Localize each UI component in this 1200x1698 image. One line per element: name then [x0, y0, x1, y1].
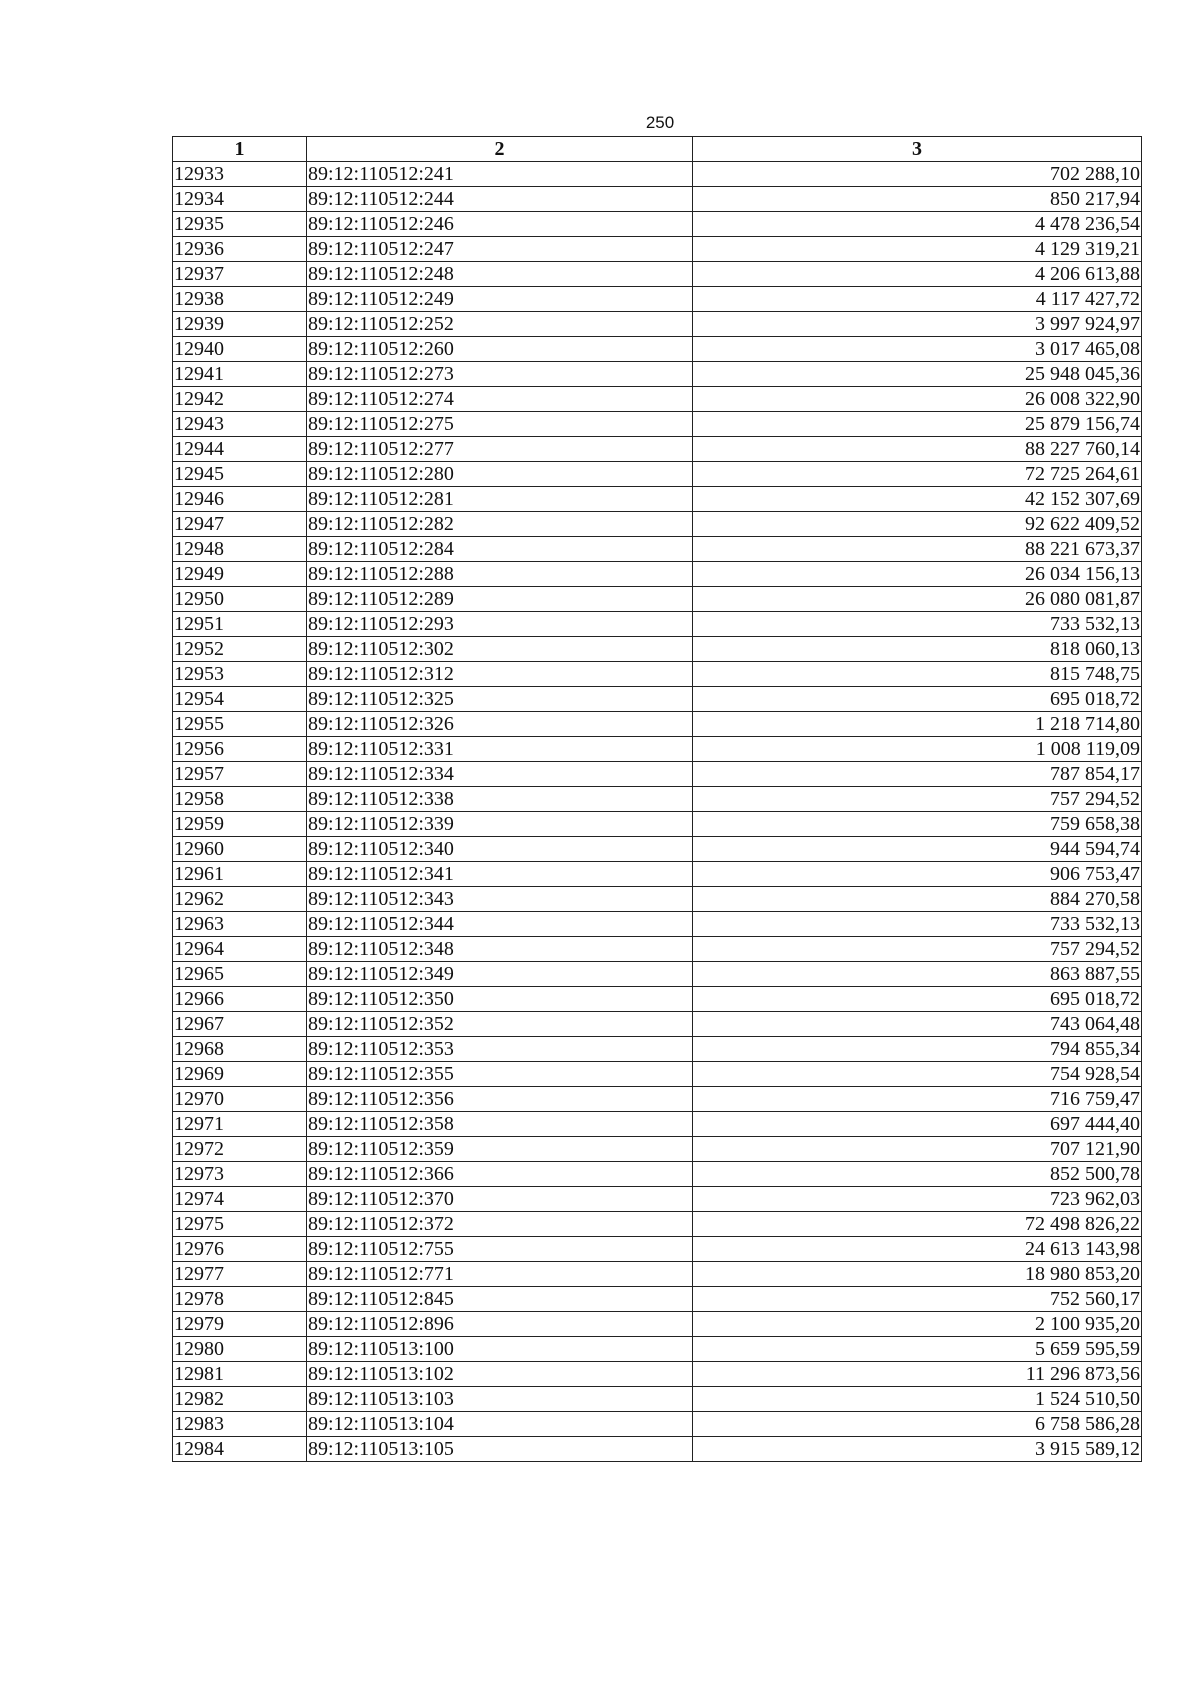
cadastral-value-cell: 6 758 586,28 — [693, 1412, 1142, 1437]
cadastral-value-cell: 716 759,47 — [693, 1087, 1142, 1112]
table-row — [173, 1087, 1142, 1112]
column-header-1: 1 — [173, 137, 307, 162]
row-number-cell: 12968 — [173, 1037, 307, 1062]
cadastral-value-cell: 794 855,34 — [693, 1037, 1142, 1062]
table-row — [173, 1037, 1142, 1062]
table-row — [173, 1112, 1142, 1137]
table-row — [173, 237, 1142, 262]
table-row — [173, 1387, 1142, 1412]
cadastral-number-cell: 89:12:110513:102 — [307, 1362, 693, 1387]
row-number-cell: 12941 — [173, 362, 307, 387]
cadastral-number-cell: 89:12:110512:353 — [307, 1037, 693, 1062]
table-row — [173, 1312, 1142, 1337]
cadastral-value-cell: 72 498 826,22 — [693, 1212, 1142, 1237]
cadastral-value-cell: 752 560,17 — [693, 1287, 1142, 1312]
table-row — [173, 962, 1142, 987]
table-row — [173, 1012, 1142, 1037]
table-row — [173, 1137, 1142, 1162]
row-number-cell: 12984 — [173, 1437, 307, 1462]
cadastral-value-cell: 733 532,13 — [693, 912, 1142, 937]
table-row — [173, 637, 1142, 662]
cadastral-number-cell: 89:12:110512:284 — [307, 537, 693, 562]
table-body — [173, 162, 1142, 1462]
table-row — [173, 187, 1142, 212]
cadastral-value-cell: 852 500,78 — [693, 1162, 1142, 1187]
cadastral-value-cell: 695 018,72 — [693, 687, 1142, 712]
table-row — [173, 1162, 1142, 1187]
cadastral-value-cell: 72 725 264,61 — [693, 462, 1142, 487]
cadastral-number-cell: 89:12:110512:241 — [307, 162, 693, 187]
row-number-cell: 12948 — [173, 537, 307, 562]
cadastral-value-cell: 4 129 319,21 — [693, 237, 1142, 262]
table-row — [173, 487, 1142, 512]
table-row — [173, 362, 1142, 387]
cadastral-number-cell: 89:12:110512:771 — [307, 1262, 693, 1287]
column-header-3: 3 — [693, 137, 1142, 162]
cadastral-number-cell: 89:12:110512:366 — [307, 1162, 693, 1187]
row-number-cell: 12981 — [173, 1362, 307, 1387]
row-number-cell: 12962 — [173, 887, 307, 912]
cadastral-number-cell: 89:12:110513:100 — [307, 1337, 693, 1362]
table-row — [173, 1187, 1142, 1212]
table-row — [173, 862, 1142, 887]
cadastral-value-cell: 906 753,47 — [693, 862, 1142, 887]
cadastral-value-cell: 24 613 143,98 — [693, 1237, 1142, 1262]
cadastral-number-cell: 89:12:110512:289 — [307, 587, 693, 612]
row-number-cell: 12980 — [173, 1337, 307, 1362]
cadastral-value-cell: 695 018,72 — [693, 987, 1142, 1012]
cadastral-value-cell: 25 948 045,36 — [693, 362, 1142, 387]
cadastral-number-cell: 89:12:110512:339 — [307, 812, 693, 837]
row-number-cell: 12976 — [173, 1237, 307, 1262]
cadastral-value-cell: 815 748,75 — [693, 662, 1142, 687]
row-number-cell: 12945 — [173, 462, 307, 487]
cadastral-number-cell: 89:12:110512:248 — [307, 262, 693, 287]
row-number-cell: 12954 — [173, 687, 307, 712]
cadastral-number-cell: 89:12:110512:281 — [307, 487, 693, 512]
table-row — [173, 1262, 1142, 1287]
cadastral-value-cell: 850 217,94 — [693, 187, 1142, 212]
table-row — [173, 987, 1142, 1012]
cadastral-value-table — [172, 136, 1142, 1462]
cadastral-value-cell: 4 206 613,88 — [693, 262, 1142, 287]
cadastral-value-cell: 3 017 465,08 — [693, 337, 1142, 362]
cadastral-number-cell: 89:12:110512:273 — [307, 362, 693, 387]
table-row — [173, 662, 1142, 687]
cadastral-value-cell: 944 594,74 — [693, 837, 1142, 862]
table-row — [173, 1437, 1142, 1462]
table-row — [173, 1062, 1142, 1087]
cadastral-number-cell: 89:12:110512:334 — [307, 762, 693, 787]
cadastral-number-cell: 89:12:110512:349 — [307, 962, 693, 987]
cadastral-value-cell: 757 294,52 — [693, 787, 1142, 812]
cadastral-number-cell: 89:12:110513:104 — [307, 1412, 693, 1437]
table-row — [173, 562, 1142, 587]
cadastral-value-cell: 707 121,90 — [693, 1137, 1142, 1162]
cadastral-number-cell: 89:12:110512:755 — [307, 1237, 693, 1262]
cadastral-value-cell: 723 962,03 — [693, 1187, 1142, 1212]
cadastral-value-cell: 5 659 595,59 — [693, 1337, 1142, 1362]
table-row — [173, 687, 1142, 712]
cadastral-value-cell: 754 928,54 — [693, 1062, 1142, 1087]
row-number-cell: 12974 — [173, 1187, 307, 1212]
table-row — [173, 612, 1142, 637]
page-number: 250 — [645, 113, 675, 132]
cadastral-value-cell: 1 524 510,50 — [693, 1387, 1142, 1412]
cadastral-value-cell: 863 887,55 — [693, 962, 1142, 987]
table-row — [173, 162, 1142, 187]
table-row — [173, 837, 1142, 862]
cadastral-value-cell: 25 879 156,74 — [693, 412, 1142, 437]
row-number-cell: 12947 — [173, 512, 307, 537]
table-row — [173, 1237, 1142, 1262]
cadastral-value-cell: 884 270,58 — [693, 887, 1142, 912]
table-row — [173, 762, 1142, 787]
cadastral-value-cell: 3 915 589,12 — [693, 1437, 1142, 1462]
cadastral-value-cell: 4 478 236,54 — [693, 212, 1142, 237]
cadastral-number-cell: 89:12:110512:260 — [307, 337, 693, 362]
cadastral-number-cell: 89:12:110513:105 — [307, 1437, 693, 1462]
row-number-cell: 12960 — [173, 837, 307, 862]
row-number-cell: 12963 — [173, 912, 307, 937]
table-row — [173, 437, 1142, 462]
cadastral-value-cell: 1 218 714,80 — [693, 712, 1142, 737]
column-header-2: 2 — [307, 137, 693, 162]
cadastral-value-cell: 26 008 322,90 — [693, 387, 1142, 412]
row-number-cell: 12936 — [173, 237, 307, 262]
cadastral-number-cell: 89:12:110512:302 — [307, 637, 693, 662]
cadastral-number-cell: 89:12:110512:288 — [307, 562, 693, 587]
table-row — [173, 537, 1142, 562]
cadastral-number-cell: 89:12:110512:350 — [307, 987, 693, 1012]
row-number-cell: 12966 — [173, 987, 307, 1012]
cadastral-number-cell: 89:12:110512:312 — [307, 662, 693, 687]
table-row — [173, 737, 1142, 762]
cadastral-number-cell: 89:12:110512:372 — [307, 1212, 693, 1237]
table-row — [173, 412, 1142, 437]
cadastral-number-cell: 89:12:110512:341 — [307, 862, 693, 887]
cadastral-number-cell: 89:12:110512:344 — [307, 912, 693, 937]
row-number-cell: 12943 — [173, 412, 307, 437]
table-row — [173, 1412, 1142, 1437]
row-number-cell: 12978 — [173, 1287, 307, 1312]
cadastral-number-cell: 89:12:110512:277 — [307, 437, 693, 462]
table-row — [173, 712, 1142, 737]
cadastral-number-cell: 89:12:110512:293 — [307, 612, 693, 637]
row-number-cell: 12982 — [173, 1387, 307, 1412]
cadastral-value-cell: 26 034 156,13 — [693, 562, 1142, 587]
cadastral-value-cell: 92 622 409,52 — [693, 512, 1142, 537]
row-number-cell: 12933 — [173, 162, 307, 187]
cadastral-number-cell: 89:12:110513:103 — [307, 1387, 693, 1412]
cadastral-number-cell: 89:12:110512:356 — [307, 1087, 693, 1112]
table-row — [173, 387, 1142, 412]
row-number-cell: 12939 — [173, 312, 307, 337]
table-row — [173, 587, 1142, 612]
cadastral-number-cell: 89:12:110512:326 — [307, 712, 693, 737]
cadastral-value-cell: 4 117 427,72 — [693, 287, 1142, 312]
cadastral-number-cell: 89:12:110512:845 — [307, 1287, 693, 1312]
cadastral-number-cell: 89:12:110512:352 — [307, 1012, 693, 1037]
cadastral-number-cell: 89:12:110512:343 — [307, 887, 693, 912]
row-number-cell: 12973 — [173, 1162, 307, 1187]
cadastral-value-cell: 787 854,17 — [693, 762, 1142, 787]
cadastral-number-cell: 89:12:110512:359 — [307, 1137, 693, 1162]
cadastral-number-cell: 89:12:110512:325 — [307, 687, 693, 712]
row-number-cell: 12951 — [173, 612, 307, 637]
cadastral-number-cell: 89:12:110512:340 — [307, 837, 693, 862]
cadastral-number-cell: 89:12:110512:275 — [307, 412, 693, 437]
row-number-cell: 12959 — [173, 812, 307, 837]
table-row — [173, 512, 1142, 537]
table-row — [173, 912, 1142, 937]
cadastral-number-cell: 89:12:110512:274 — [307, 387, 693, 412]
cadastral-value-cell: 2 100 935,20 — [693, 1312, 1142, 1337]
cadastral-number-cell: 89:12:110512:252 — [307, 312, 693, 337]
row-number-cell: 12956 — [173, 737, 307, 762]
table-row — [173, 1362, 1142, 1387]
row-number-cell: 12967 — [173, 1012, 307, 1037]
table-row — [173, 212, 1142, 237]
row-number-cell: 12953 — [173, 662, 307, 687]
row-number-cell: 12944 — [173, 437, 307, 462]
row-number-cell: 12979 — [173, 1312, 307, 1337]
table-row — [173, 787, 1142, 812]
row-number-cell: 12952 — [173, 637, 307, 662]
row-number-cell: 12955 — [173, 712, 307, 737]
cadastral-number-cell: 89:12:110512:896 — [307, 1312, 693, 1337]
cadastral-value-cell: 11 296 873,56 — [693, 1362, 1142, 1387]
row-number-cell: 12938 — [173, 287, 307, 312]
cadastral-value-cell: 3 997 924,97 — [693, 312, 1142, 337]
cadastral-value-cell: 733 532,13 — [693, 612, 1142, 637]
table-row — [173, 937, 1142, 962]
row-number-cell: 12940 — [173, 337, 307, 362]
row-number-cell: 12957 — [173, 762, 307, 787]
table-header-row — [173, 137, 1142, 162]
cadastral-number-cell: 89:12:110512:249 — [307, 287, 693, 312]
table-row — [173, 1287, 1142, 1312]
cadastral-number-cell: 89:12:110512:247 — [307, 237, 693, 262]
cadastral-value-cell: 88 221 673,37 — [693, 537, 1142, 562]
cadastral-number-cell: 89:12:110512:244 — [307, 187, 693, 212]
row-number-cell: 12972 — [173, 1137, 307, 1162]
row-number-cell: 12937 — [173, 262, 307, 287]
row-number-cell: 12975 — [173, 1212, 307, 1237]
row-number-cell: 12949 — [173, 562, 307, 587]
cadastral-number-cell: 89:12:110512:280 — [307, 462, 693, 487]
cadastral-number-cell: 89:12:110512:355 — [307, 1062, 693, 1087]
table-row — [173, 287, 1142, 312]
row-number-cell: 12946 — [173, 487, 307, 512]
cadastral-value-cell: 42 152 307,69 — [693, 487, 1142, 512]
table-row — [173, 462, 1142, 487]
row-number-cell: 12934 — [173, 187, 307, 212]
cadastral-number-cell: 89:12:110512:338 — [307, 787, 693, 812]
row-number-cell: 12971 — [173, 1112, 307, 1137]
cadastral-value-cell: 759 658,38 — [693, 812, 1142, 837]
row-number-cell: 12965 — [173, 962, 307, 987]
cadastral-number-cell: 89:12:110512:358 — [307, 1112, 693, 1137]
cadastral-value-cell: 702 288,10 — [693, 162, 1142, 187]
cadastral-value-cell: 1 008 119,09 — [693, 737, 1142, 762]
row-number-cell: 12983 — [173, 1412, 307, 1437]
row-number-cell: 12935 — [173, 212, 307, 237]
row-number-cell: 12969 — [173, 1062, 307, 1087]
table-row — [173, 1212, 1142, 1237]
table-row — [173, 337, 1142, 362]
table-row — [173, 312, 1142, 337]
cadastral-number-cell: 89:12:110512:331 — [307, 737, 693, 762]
cadastral-value-cell: 757 294,52 — [693, 937, 1142, 962]
table-row — [173, 1337, 1142, 1362]
cadastral-value-cell: 818 060,13 — [693, 637, 1142, 662]
table-row — [173, 812, 1142, 837]
row-number-cell: 12942 — [173, 387, 307, 412]
cadastral-value-cell: 26 080 081,87 — [693, 587, 1142, 612]
row-number-cell: 12964 — [173, 937, 307, 962]
row-number-cell: 12970 — [173, 1087, 307, 1112]
cadastral-value-cell: 88 227 760,14 — [693, 437, 1142, 462]
cadastral-number-cell: 89:12:110512:246 — [307, 212, 693, 237]
row-number-cell: 12950 — [173, 587, 307, 612]
cadastral-number-cell: 89:12:110512:370 — [307, 1187, 693, 1212]
cadastral-value-cell: 697 444,40 — [693, 1112, 1142, 1137]
table-row — [173, 887, 1142, 912]
cadastral-value-cell: 18 980 853,20 — [693, 1262, 1142, 1287]
row-number-cell: 12961 — [173, 862, 307, 887]
row-number-cell: 12977 — [173, 1262, 307, 1287]
table-row — [173, 262, 1142, 287]
row-number-cell: 12958 — [173, 787, 307, 812]
cadastral-number-cell: 89:12:110512:348 — [307, 937, 693, 962]
cadastral-number-cell: 89:12:110512:282 — [307, 512, 693, 537]
cadastral-value-cell: 743 064,48 — [693, 1012, 1142, 1037]
